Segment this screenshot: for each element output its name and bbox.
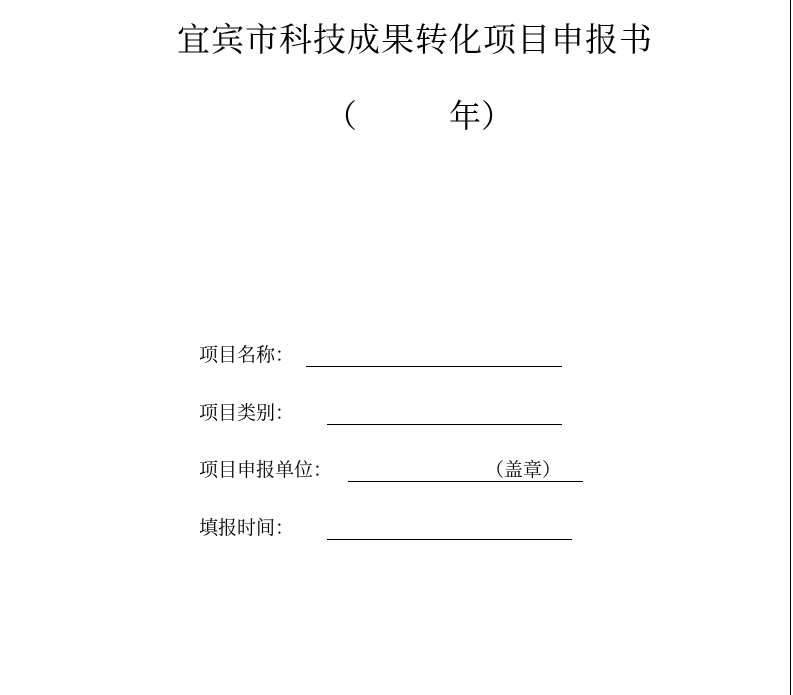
year-open-paren: （ [325, 97, 358, 135]
applicant-unit-label: 项目申报单位： [199, 459, 333, 481]
project-category-label: 项目类别： [199, 402, 295, 424]
seal-note: （盖章） [485, 459, 562, 481]
document-title: 宜宾市科技成果转化项目申报书 [177, 20, 653, 59]
project-name-label: 项目名称： [199, 344, 295, 366]
page-right-edge [790, 0, 791, 695]
fill-date-label: 填报时间： [199, 517, 295, 539]
fill-date-blank[interactable] [327, 515, 572, 540]
year-label: 年） [449, 97, 514, 135]
project-category-blank[interactable] [327, 400, 562, 425]
project-name-blank[interactable] [306, 342, 562, 367]
